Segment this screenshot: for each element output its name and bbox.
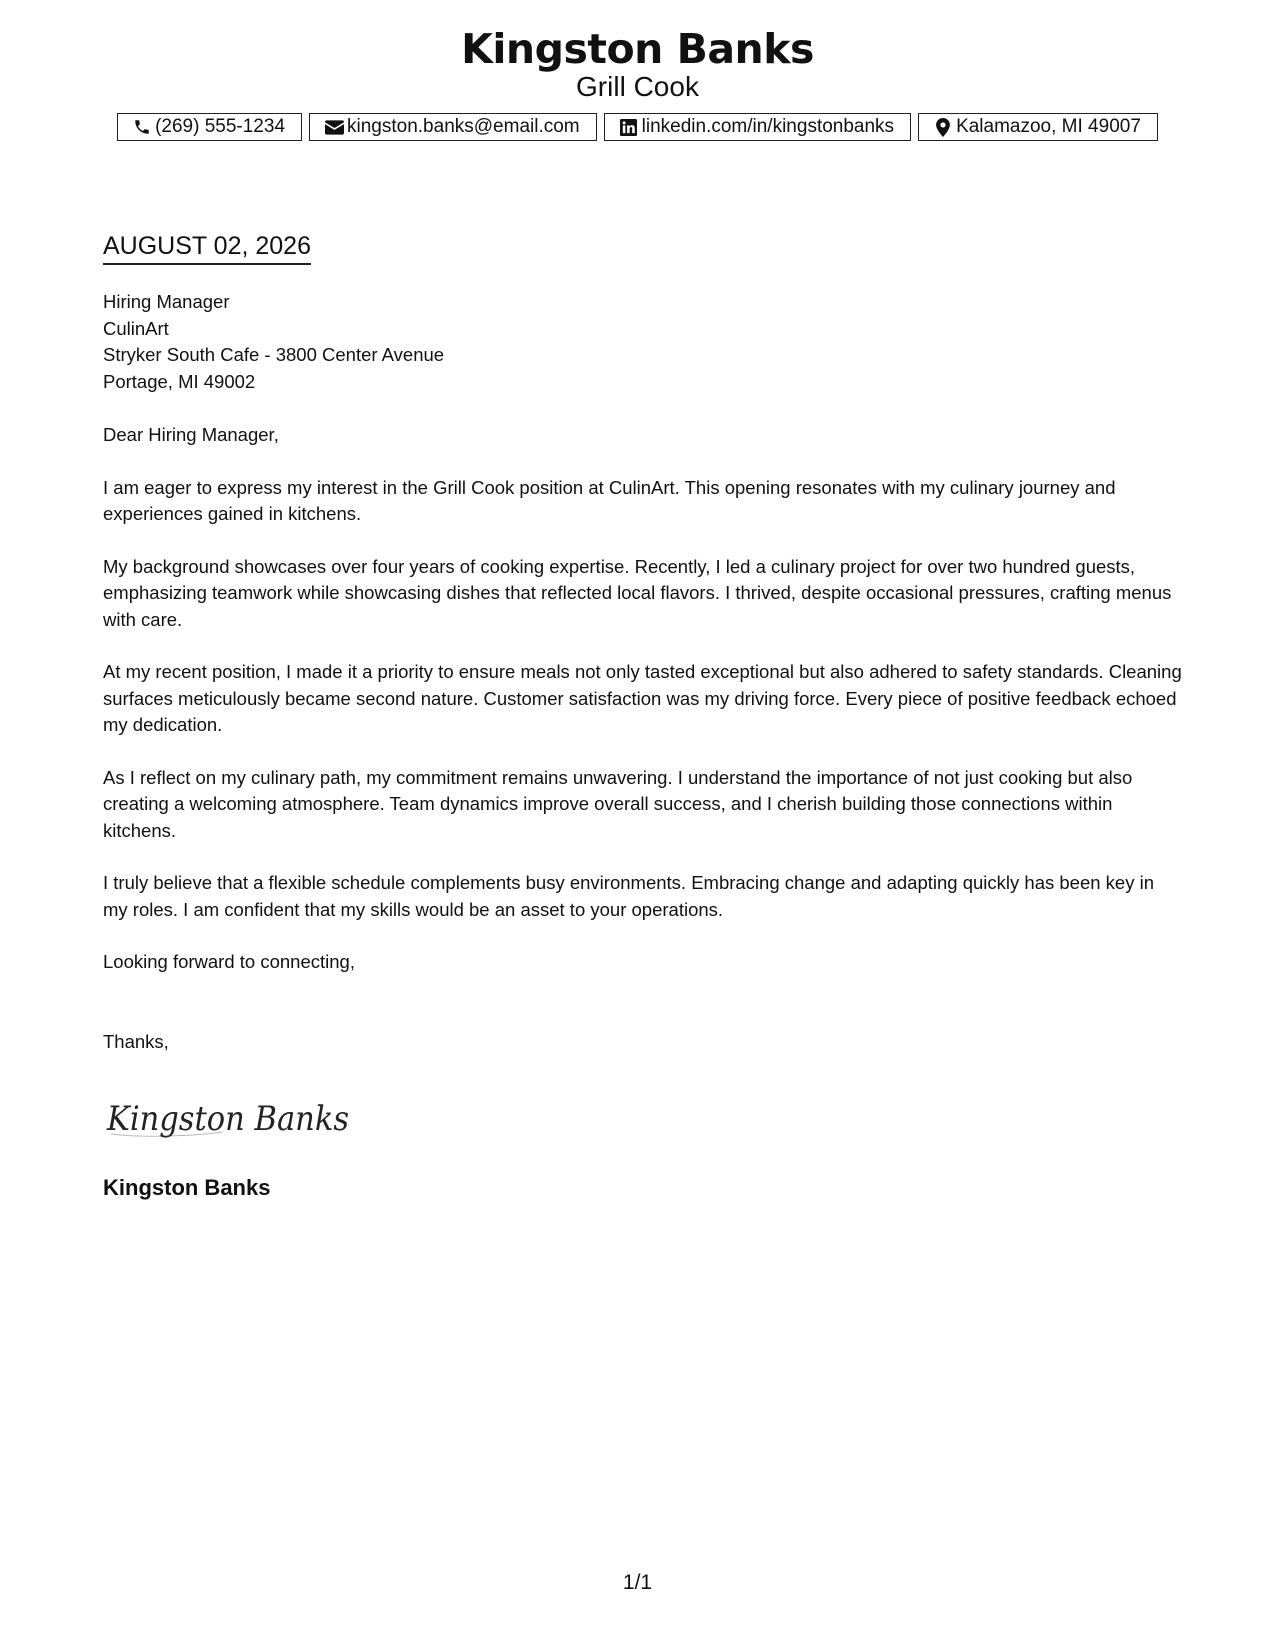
contact-linkedin-text: linkedin.com/in/kingstonbanks: [641, 116, 895, 137]
signoff: Thanks,: [103, 1030, 169, 1052]
body-paragraph: As I reflect on my culinary path, my commitment remains unwavering. I understand the importance of not just cooking but also creating a welcoming atmosphere. Team dynamics improve overall success, and I cherish building those connections within kitchens.: [103, 766, 1133, 841]
body-paragraph: I am eager to express my interest in the Grill Cook position at CulinArt. This opening resonates with my culinary journey and experiences gained in kitchens.: [103, 476, 1116, 524]
recipient-title: Hiring Manager: [103, 291, 230, 312]
envelope-icon: [324, 117, 344, 137]
letter-date: AUGUST 02, 2026: [103, 231, 311, 265]
map-marker-icon: [933, 117, 953, 137]
letter-body: [103, 422, 1183, 1055]
page-number: 1/1: [622, 1571, 653, 1594]
contact-phone-text: (269) 555-1234: [155, 116, 286, 137]
signer-name: Kingston Banks: [103, 1175, 271, 1200]
recipient-street: Stryker South Cafe - 3800 Center Avenue: [103, 344, 445, 365]
salutation: Dear Hiring Manager,: [103, 424, 279, 445]
contact-linkedin[interactable]: [604, 113, 911, 141]
handwritten-signature: [103, 1088, 363, 1148]
contact-location[interactable]: [918, 113, 1158, 141]
applicant-role: Grill Cook: [576, 71, 699, 102]
contact-location-text: Kalamazoo, MI 49007: [956, 116, 1141, 137]
contact-email[interactable]: [309, 113, 597, 141]
recipient-city: Portage, MI 49002: [103, 370, 256, 392]
body-paragraph: I truly believe that a flexible schedule complements busy environments. Embracing change and adapting quickly has been key in my roles. I am confident that my skills would be an asset to your operations.: [103, 872, 1154, 920]
contact-phone[interactable]: [117, 113, 302, 141]
applicant-name: Kingston Banks: [461, 25, 814, 73]
recipient-company: CulinArt: [103, 317, 169, 339]
contact-bar: [0, 113, 1275, 141]
body-paragraph: At my recent position, I made it a priority to ensure meals not only tasted exceptional but also adhered to safety standards. Cleaning surfaces meticulously became second nature. Customer satisfaction was my driving force. Every piece of positive feedback echoed my dedication.: [103, 661, 1182, 735]
closing-line: Looking forward to connecting,: [103, 951, 355, 972]
body-paragraph: My background showcases over four years of cooking expertise. Recently, I led a culinary project for over two hundred guests, emphasizing teamwork while showcasing dishes that reflected local flavors. I thrived, despite occasional pressures, crafting menus with care.: [103, 555, 1172, 630]
contact-email-text: kingston.banks@email.com: [347, 116, 580, 137]
phone-icon: [132, 117, 152, 137]
svg-text:Kingston Banks: Kingston Banks: [106, 1099, 349, 1139]
recipient-block: [103, 289, 444, 395]
linkedin-icon: [619, 117, 639, 137]
